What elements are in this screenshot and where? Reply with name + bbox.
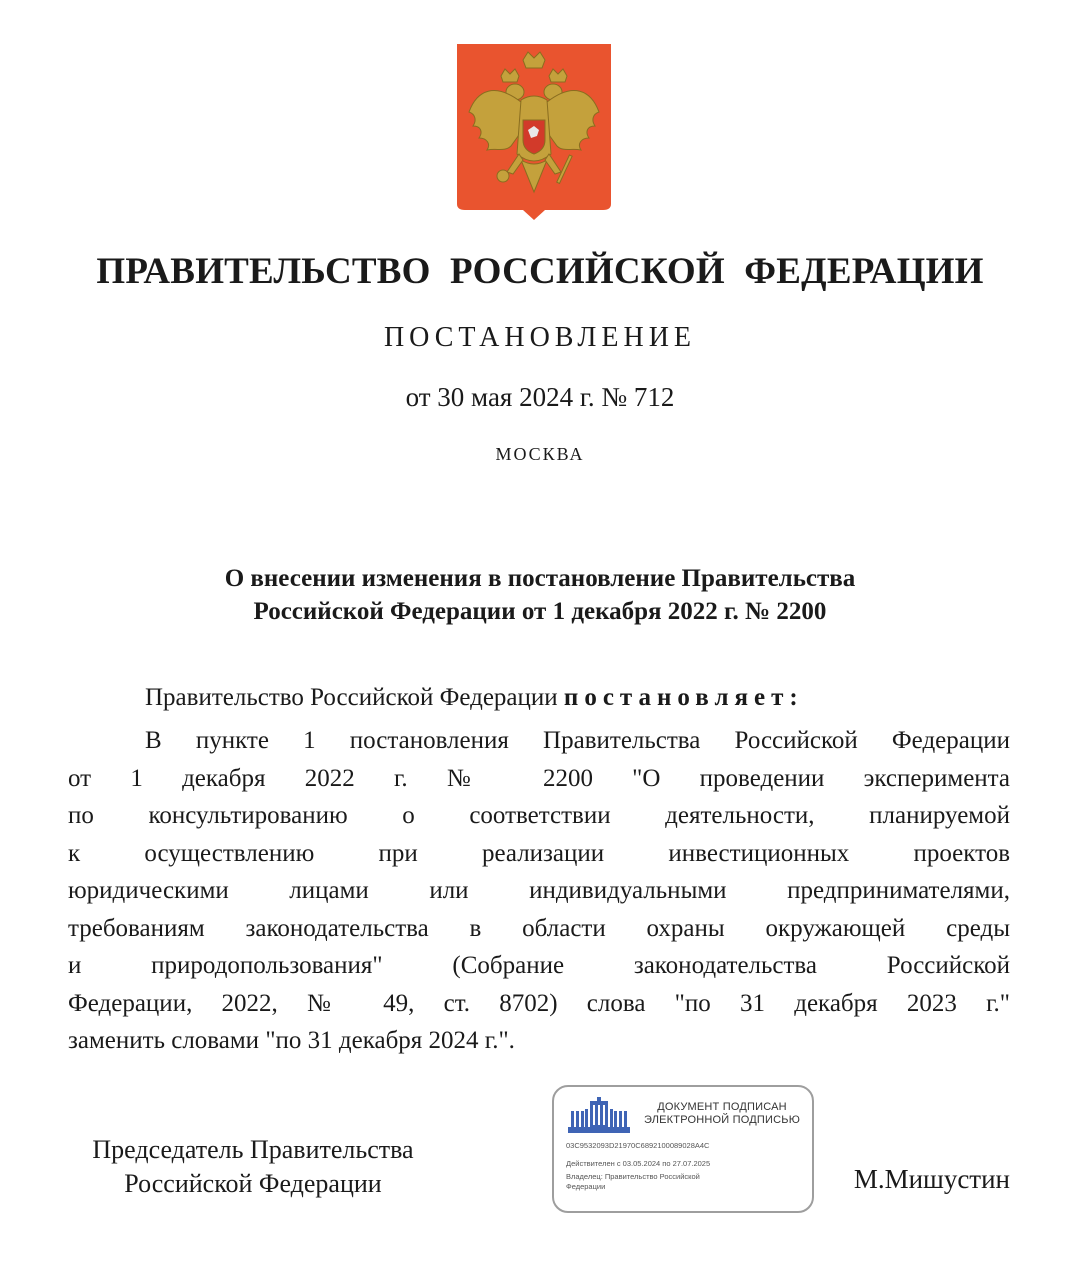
body-line: от 1 декабря 2022 г. № 2200 "О проведении эксперимента xyxy=(68,764,1010,792)
preamble-text: Правительство Российской Федерации xyxy=(145,684,564,711)
subject-line: О внесении изменения в постановление Правительства xyxy=(224,565,856,592)
signature-header xyxy=(636,1101,808,1127)
body-line: по консультированию о соответствии деятельности, планируемой xyxy=(68,802,1010,829)
certificate-owner: Владелец: Правительство Российской xyxy=(566,1172,700,1181)
signature-header-line: ДОКУМЕНТ ПОДПИСАН xyxy=(657,1101,787,1113)
signature-header-line: ЭЛЕКТРОННОЙ ПОДПИСЬЮ xyxy=(643,1114,801,1126)
preamble xyxy=(145,684,804,712)
signer-title-line: Председатель Правительства xyxy=(92,1135,414,1164)
signer-title-line: Российской Федерации xyxy=(124,1169,382,1198)
body-line: Федерации, 2022, № 49, ст. 8702) слова "по 31 декабря 2023 г." xyxy=(68,989,1010,1017)
electronic-signature-stamp xyxy=(552,1085,814,1213)
government-title: ПРАВИТЕЛЬСТВО РОССИЙСКОЙ ФЕДЕРАЦИИ xyxy=(96,251,984,292)
preamble-resolves: постановляет: xyxy=(563,684,804,711)
document-type: ПОСТАНОВЛЕНИЕ xyxy=(383,322,697,353)
body-line: к осуществлению при реализации инвестиционных проектов xyxy=(68,839,1010,867)
certificate-number: 03C9532093D21970C6892100089028A4C xyxy=(566,1141,710,1150)
body-line: требованиям законодательства в области охраны окружающей среды xyxy=(68,914,1010,942)
body-line: В пункте 1 постановления Правительства Российской Федерации xyxy=(145,727,1010,754)
government-building-icon xyxy=(568,1097,630,1133)
coat-of-arms xyxy=(455,42,613,220)
russian-coat-of-arms-icon xyxy=(455,42,613,220)
document-city: МОСКВА xyxy=(495,444,585,464)
signer-title xyxy=(68,1133,438,1201)
body-line: заменить словами "по 31 декабря 2024 г.". xyxy=(68,1027,515,1054)
document-date-number: от 30 мая 2024 г. № 712 xyxy=(405,382,675,412)
body-line: юридическими лицами или индивидуальными предпринимателями, xyxy=(68,877,1010,904)
signer-name: М.Мишустин xyxy=(853,1164,1010,1194)
subject-line: Российской Федерации от 1 декабря 2022 г. № 2200 xyxy=(253,598,827,625)
certificate-owner: Федерации xyxy=(566,1182,606,1191)
body-line: и природопользования" (Собрание законодательства Российской xyxy=(68,952,1010,979)
document-subject xyxy=(0,562,1080,628)
body-paragraph xyxy=(68,722,1010,1060)
certificate-validity: Действителен с 03.05.2024 по 27.07.2025 xyxy=(566,1159,711,1168)
